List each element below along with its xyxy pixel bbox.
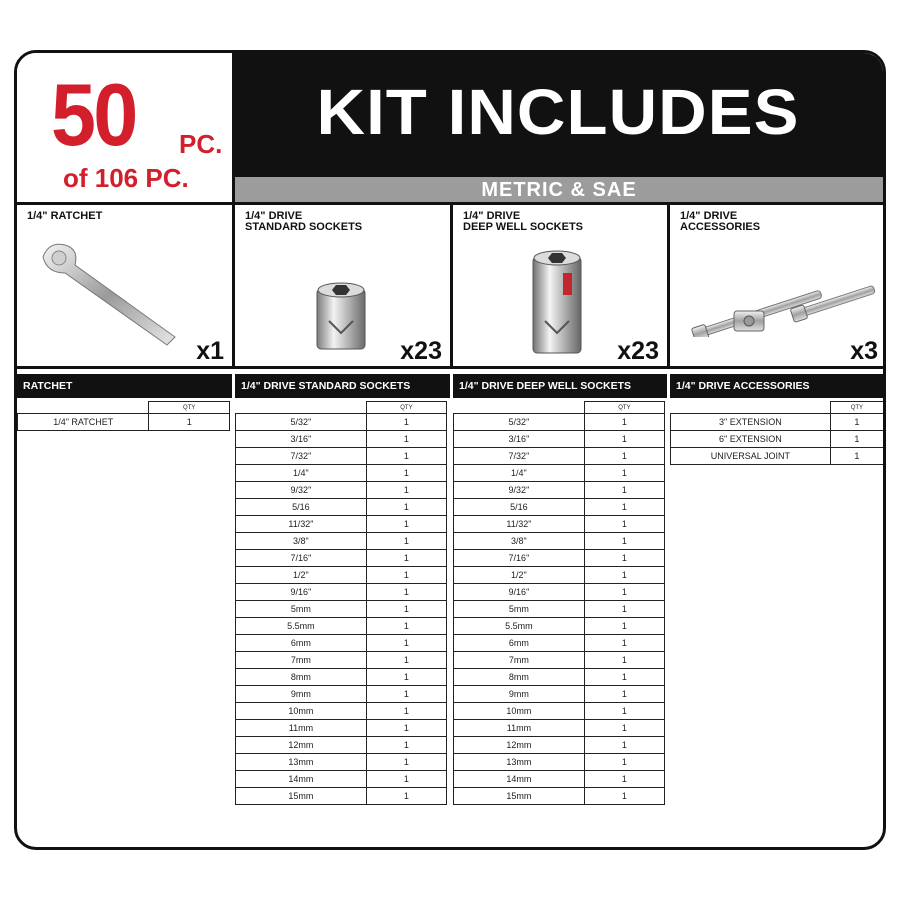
- qty-cell: 1: [366, 516, 446, 533]
- table-row: [671, 431, 884, 448]
- item-cell: 7mm: [454, 652, 585, 669]
- qty-cell: 1: [366, 771, 446, 788]
- table-row: [454, 737, 665, 754]
- table-row: [236, 550, 447, 567]
- table-row: [236, 754, 447, 771]
- item-cell: 3/16": [454, 431, 585, 448]
- item-cell: 6mm: [454, 635, 585, 652]
- deep-socket-icon: [531, 249, 583, 355]
- table-row: [671, 414, 884, 431]
- item-cell: 5.5mm: [454, 618, 585, 635]
- qty-cell: 1: [584, 550, 664, 567]
- table-row: [454, 482, 665, 499]
- table-row: [236, 788, 447, 805]
- ratchet-icon: [35, 237, 185, 347]
- table-row: [18, 414, 230, 431]
- qty-cell: 1: [584, 652, 664, 669]
- qty-column-header: QTY: [830, 402, 883, 414]
- qty-column-header: QTY: [584, 402, 664, 414]
- table-row: [454, 618, 665, 635]
- item-cell: 14mm: [454, 771, 585, 788]
- item-cell: 7/16": [236, 550, 367, 567]
- piece-count-unit: PC.: [179, 129, 223, 159]
- qty-cell: 1: [584, 431, 664, 448]
- standard-sockets-table: [235, 401, 447, 805]
- table-row: [454, 499, 665, 516]
- item-cell: 3" EXTENSION: [671, 414, 831, 431]
- piece-count-number: 50: [51, 65, 136, 164]
- item-column-header: [454, 402, 585, 414]
- table-row: [454, 652, 665, 669]
- item-cell: 5/16: [236, 499, 367, 516]
- item-cell: 12mm: [454, 737, 585, 754]
- item-cell: 15mm: [236, 788, 367, 805]
- table-row: [236, 567, 447, 584]
- table-row: [236, 533, 447, 550]
- ratchet-table: [17, 401, 230, 431]
- table-row: [454, 669, 665, 686]
- qty-cell: 1: [366, 414, 446, 431]
- item-cell: 1/4": [454, 465, 585, 482]
- item-cell: 5/32": [454, 414, 585, 431]
- table-row: [454, 516, 665, 533]
- table-row: [236, 465, 447, 482]
- item-column-header: [236, 402, 367, 414]
- item-cell: 5.5mm: [236, 618, 367, 635]
- qty-cell: 1: [366, 533, 446, 550]
- table-row: [236, 448, 447, 465]
- item-cell: 11mm: [236, 720, 367, 737]
- table-row: [236, 686, 447, 703]
- qty-cell: 1: [366, 550, 446, 567]
- panel-accessories: [670, 203, 886, 368]
- item-cell: 12mm: [236, 737, 367, 754]
- panel-title: 1/4" RATCHET: [27, 210, 103, 222]
- qty-cell: 1: [366, 686, 446, 703]
- table-row: [236, 431, 447, 448]
- qty-cell: 1: [366, 652, 446, 669]
- item-cell: 5mm: [236, 601, 367, 618]
- item-cell: 3/16": [236, 431, 367, 448]
- item-cell: 1/4" RATCHET: [18, 414, 149, 431]
- table-row: [454, 601, 665, 618]
- item-cell: 11mm: [454, 720, 585, 737]
- table-row: [454, 754, 665, 771]
- table-row: [236, 703, 447, 720]
- table-row: [454, 703, 665, 720]
- table-column-header-row: [671, 402, 884, 414]
- table-row: [454, 720, 665, 737]
- kit-card: [14, 50, 886, 850]
- panel-qty: x1: [196, 337, 224, 365]
- item-cell: 8mm: [236, 669, 367, 686]
- panel-title: 1/4" DRIVE DEEP WELL SOCKETS: [463, 210, 584, 233]
- qty-cell: 1: [584, 669, 664, 686]
- item-cell: 5mm: [454, 601, 585, 618]
- item-cell: 3/8": [454, 533, 585, 550]
- table-row: [454, 431, 665, 448]
- qty-cell: 1: [830, 448, 883, 465]
- qty-cell: 1: [366, 499, 446, 516]
- table-row: [236, 669, 447, 686]
- qty-cell: 1: [584, 737, 664, 754]
- qty-cell: 1: [584, 754, 664, 771]
- item-cell: 7mm: [236, 652, 367, 669]
- item-cell: 9/16": [236, 584, 367, 601]
- qty-cell: 1: [366, 465, 446, 482]
- page-title: KIT INCLUDES: [316, 76, 800, 148]
- item-cell: 9/32": [236, 482, 367, 499]
- table-row: [236, 516, 447, 533]
- qty-cell: 1: [584, 601, 664, 618]
- qty-cell: 1: [584, 533, 664, 550]
- qty-cell: 1: [584, 499, 664, 516]
- item-cell: 7/32": [454, 448, 585, 465]
- accessories-table-header: 1/4" DRIVE ACCESSORIES: [670, 374, 886, 398]
- qty-cell: 1: [584, 771, 664, 788]
- qty-cell: 1: [366, 669, 446, 686]
- qty-cell: 1: [584, 414, 664, 431]
- table-row: [236, 771, 447, 788]
- table-row: [236, 499, 447, 516]
- item-cell: 9/32": [454, 482, 585, 499]
- ratchet-table-header: RATCHET: [17, 374, 232, 398]
- item-cell: 10mm: [454, 703, 585, 720]
- item-cell: 14mm: [236, 771, 367, 788]
- qty-cell: 1: [366, 618, 446, 635]
- table-row: [454, 788, 665, 805]
- table-row: [236, 635, 447, 652]
- qty-cell: 1: [149, 414, 230, 431]
- qty-cell: 1: [584, 618, 664, 635]
- table-row: [671, 448, 884, 465]
- item-cell: 11/32": [236, 516, 367, 533]
- item-column-header: [671, 402, 831, 414]
- qty-cell: 1: [584, 516, 664, 533]
- piece-count-box: [17, 53, 233, 203]
- kit-includes-header: [233, 53, 883, 177]
- item-cell: 13mm: [236, 754, 367, 771]
- standard-socket-icon: [315, 281, 367, 351]
- panel-qty: x23: [617, 337, 659, 365]
- item-cell: 6" EXTENSION: [671, 431, 831, 448]
- qty-cell: 1: [366, 720, 446, 737]
- table-row: [236, 737, 447, 754]
- qty-cell: 1: [366, 482, 446, 499]
- qty-cell: 1: [366, 737, 446, 754]
- item-column-header: [18, 402, 149, 414]
- item-cell: 5/32": [236, 414, 367, 431]
- table-row: [454, 550, 665, 567]
- table-column-header-row: [18, 402, 230, 414]
- qty-cell: 1: [366, 448, 446, 465]
- accessories-table: [670, 401, 884, 465]
- table-row: [454, 771, 665, 788]
- item-cell: 5/16: [454, 499, 585, 516]
- table-row: [236, 601, 447, 618]
- panel-qty: x3: [850, 337, 878, 365]
- table-row: [454, 465, 665, 482]
- panel-ratchet: [17, 203, 232, 368]
- qty-cell: 1: [366, 788, 446, 805]
- table-row: [454, 686, 665, 703]
- qty-cell: 1: [830, 431, 883, 448]
- table-row: [236, 618, 447, 635]
- qty-cell: 1: [584, 635, 664, 652]
- item-cell: UNIVERSAL JOINT: [671, 448, 831, 465]
- item-cell: 8mm: [454, 669, 585, 686]
- qty-cell: 1: [366, 601, 446, 618]
- qty-cell: 1: [366, 703, 446, 720]
- table-row: [454, 635, 665, 652]
- item-cell: 10mm: [236, 703, 367, 720]
- qty-column-header: QTY: [149, 402, 230, 414]
- qty-cell: 1: [830, 414, 883, 431]
- qty-cell: 1: [366, 584, 446, 601]
- table-row: [454, 567, 665, 584]
- piece-count-of-total: of 106 PC.: [63, 163, 189, 193]
- item-cell: 13mm: [454, 754, 585, 771]
- table-row: [454, 448, 665, 465]
- item-cell: 3/8": [236, 533, 367, 550]
- item-cell: 1/2": [236, 567, 367, 584]
- qty-cell: 1: [584, 686, 664, 703]
- item-cell: 1/4": [236, 465, 367, 482]
- panel-standard-sockets: [235, 203, 450, 368]
- item-cell: 9/16": [454, 584, 585, 601]
- item-cell: 1/2": [454, 567, 585, 584]
- table-column-header-row: [236, 402, 447, 414]
- qty-cell: 1: [366, 567, 446, 584]
- item-cell: 9mm: [236, 686, 367, 703]
- panel-title: 1/4" DRIVE STANDARD SOCKETS: [245, 210, 363, 233]
- qty-cell: 1: [584, 703, 664, 720]
- table-row: [236, 652, 447, 669]
- qty-cell: 1: [584, 720, 664, 737]
- table-row: [236, 414, 447, 431]
- standard-sockets-table-header: 1/4" DRIVE STANDARD SOCKETS: [235, 374, 450, 398]
- metric-sae-banner: METRIC & SAE: [235, 177, 883, 203]
- table-row: [236, 584, 447, 601]
- deep-sockets-table-header: 1/4" DRIVE DEEP WELL SOCKETS: [453, 374, 667, 398]
- table-row: [454, 533, 665, 550]
- qty-cell: 1: [584, 465, 664, 482]
- qty-cell: 1: [584, 584, 664, 601]
- qty-cell: 1: [584, 482, 664, 499]
- deep-sockets-table: [453, 401, 665, 805]
- item-cell: 7/16": [454, 550, 585, 567]
- item-cell: 11/32": [454, 516, 585, 533]
- table-column-header-row: [454, 402, 665, 414]
- panel-deep-sockets: [453, 203, 667, 368]
- qty-cell: 1: [584, 567, 664, 584]
- qty-cell: 1: [366, 754, 446, 771]
- qty-cell: 1: [366, 431, 446, 448]
- qty-cell: 1: [584, 448, 664, 465]
- table-row: [236, 720, 447, 737]
- table-row: [236, 482, 447, 499]
- qty-column-header: QTY: [366, 402, 446, 414]
- qty-cell: 1: [584, 788, 664, 805]
- panel-qty: x23: [400, 337, 442, 365]
- table-row: [454, 584, 665, 601]
- item-cell: 6mm: [236, 635, 367, 652]
- table-row: [454, 414, 665, 431]
- qty-cell: 1: [366, 635, 446, 652]
- panel-title: 1/4" DRIVE ACCESSORIES: [680, 210, 761, 233]
- item-cell: 9mm: [454, 686, 585, 703]
- item-cell: 15mm: [454, 788, 585, 805]
- accessories-icon: [678, 251, 878, 337]
- item-cell: 7/32": [236, 448, 367, 465]
